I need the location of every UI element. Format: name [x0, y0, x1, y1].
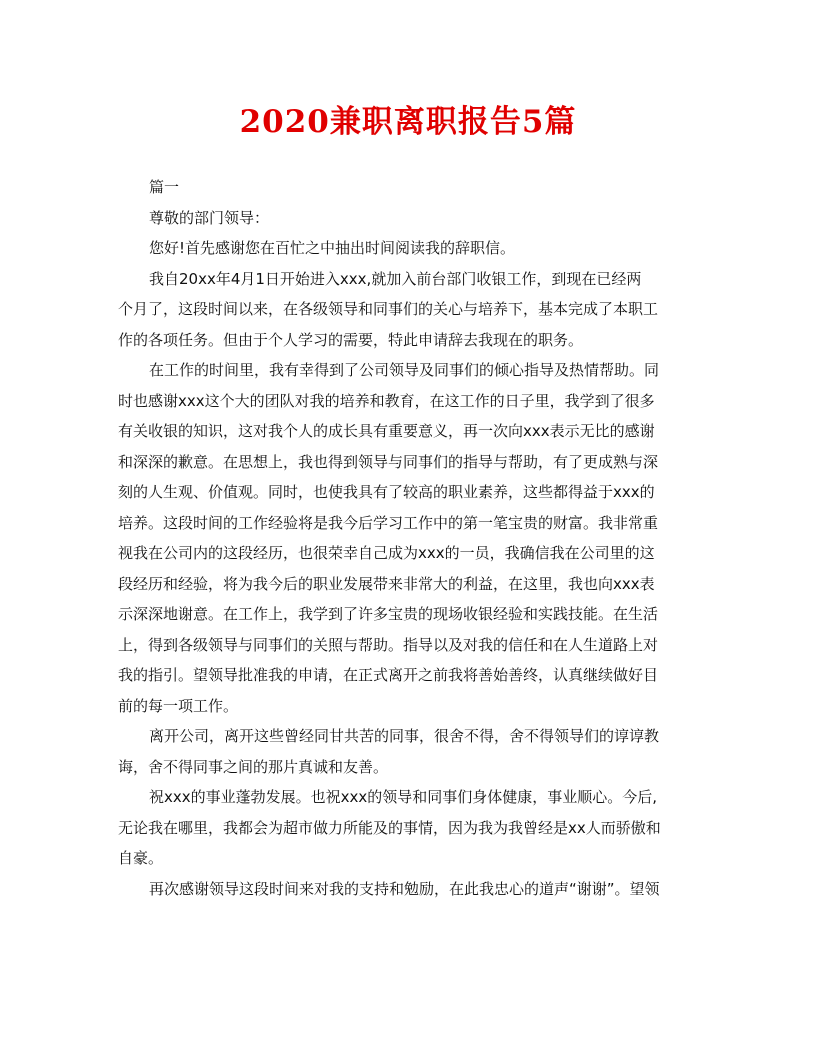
paragraph: [118, 782, 702, 874]
paragraph: [118, 721, 702, 782]
paragraph-line: 段经历和经验，将为我今后的职业发展带来非常大的利益，在这里，我也向xxx表: [118, 574, 655, 593]
paragraph-line: 示深深地谢意。在工作上，我学到了许多宝贵的现场收银经验和实践技能。在生活: [118, 605, 659, 623]
opening-line: 您好!首先感谢您在百忙之中抽出时间阅读我的辞职信。: [149, 239, 516, 257]
paragraph-line: 视我在公司内的这段经历，也很荣幸自己成为xxx的一员，我确信我在公司里的这: [118, 544, 655, 562]
paragraph-line: 作的各项任务。但由于个人学习的需要，特此申请辞去我现在的职务。: [118, 330, 584, 349]
paragraph-line: 时也感谢xxx这个大的团队对我的培养和教育，在这工作的日子里，我学到了很多: [118, 391, 655, 410]
paragraph-line: 我自20xx年4月1日开始进入xxx,就加入前台部门收银工作，到现在已经两: [149, 269, 642, 288]
paragraph-line: 上，得到各级领导与同事们的关照与帮助。指导以及对我的信任和在人生道路上对: [118, 635, 659, 654]
paragraph-line: 自豪。: [118, 849, 164, 867]
salutation: 尊敬的部门领导：: [149, 208, 270, 227]
section-label: 篇一: [149, 178, 180, 196]
paragraph-line: 祝xxx的事业蓬勃发展。也祝xxx的领导和同事们身体健康，事业顺心。今后,: [149, 788, 658, 806]
paragraph-line: 我的指引。望领导批准我的申请，在正式离开之前我将善始善终，认真继续做好目: [118, 666, 659, 684]
paragraph-line: 有关收银的知识，这对我个人的成长具有重要意义，再一次向xxx表示无比的感谢: [118, 422, 655, 440]
document-title: 2020兼职离职报告5篇: [239, 104, 577, 140]
paragraph-line: 离开公司，离开这些曾经同甘共苦的同事，很舍不得，舍不得领导们的谆谆教: [149, 727, 660, 745]
paragraph-line: 刻的人生观、价值观。同时，也使我具有了较高的职业素养，这些都得益于xxx的: [118, 483, 655, 501]
paragraph-line: 在工作的时间里，我有幸得到了公司领导及同事们的倾心指导及热情帮助。同: [149, 361, 660, 379]
paragraph-line: 和深深的歉意。在思想上，我也得到领导与同事们的指导与帮助，有了更成熟与深: [118, 452, 659, 471]
paragraph-line: 个月了，这段时间以来，在各级领导和同事们的关心与培养下，基本完成了本职工: [118, 300, 659, 318]
paragraph-line: 前的每一项工作。: [118, 696, 239, 715]
paragraph-line: 培养。这段时间的工作经验将是我今后学习工作中的第一笔宝贵的财富。我非常重: [118, 513, 659, 532]
paragraph-line: 诲，舍不得同事之间的那片真诚和友善。: [118, 757, 389, 776]
paragraph-line: 再次感谢领导这段时间来对我的支持和勉励，在此我忠心的道声“谢谢”。望领: [149, 879, 660, 898]
paragraph-line: 无论我在哪里，我都会为超市做力所能及的事情，因为我为我曾经是xx人而骄傲和: [118, 818, 661, 837]
paragraph: [118, 874, 702, 905]
paragraph: [118, 264, 702, 356]
paragraph: [118, 355, 702, 721]
document-body: [118, 172, 702, 904]
